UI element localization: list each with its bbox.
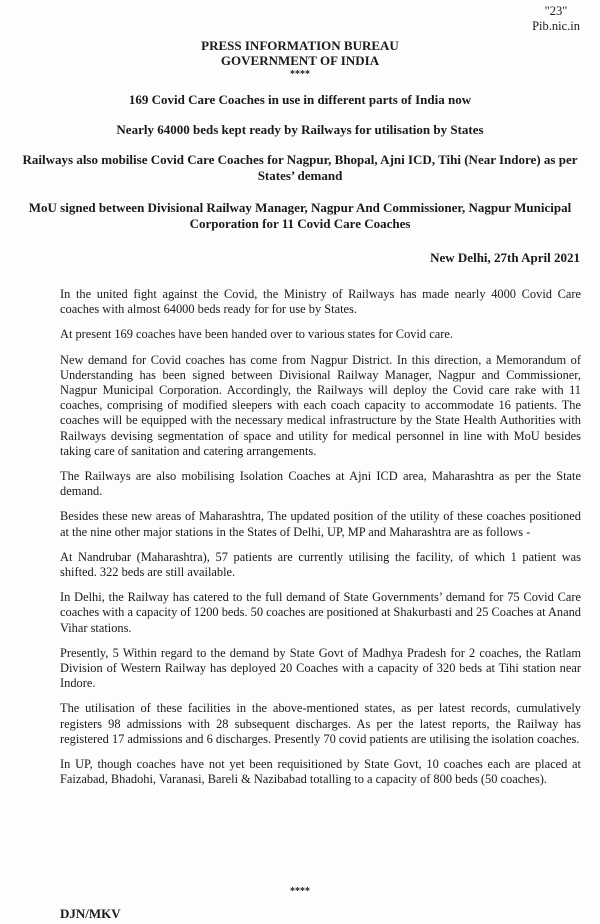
headline-1: 169 Covid Care Coaches in use in different parts of India now <box>128 92 472 107</box>
signature: DJN/MKV <box>60 906 121 921</box>
paragraph-2: At present 169 coaches have been handed over to various states for Covid care. <box>60 327 453 342</box>
paragraph-6: At Nandrubar (Maharashtra), 57 patients are currently utilising the facility, of which 1 patient was shifted. 322 beds are still available. <box>60 549 581 580</box>
footer-stars: **** <box>290 886 310 897</box>
headline-4: MoU signed between Divisional Railway Manager, Nagpur And Commissioner, Nagpur Municipal Corporation for 11 Covid Care Coaches <box>28 200 572 231</box>
paragraph-7: In Delhi, the Railway has catered to the full demand of State Governments’ demand for 75 Covid Care coaches with a capacity of 1200 beds. 50 coaches are positioned at Shakurbasti and 25 Coaches at Anand Vihar stations. <box>60 590 581 635</box>
org-government: GOVERNMENT OF INDIA <box>220 53 380 68</box>
headline-2: Nearly 64000 beds kept ready by Railways for utilisation by States <box>116 122 484 137</box>
organization-header <box>0 38 600 68</box>
article-body <box>60 287 581 797</box>
headline-3: Railways also mobilise Covid Care Coaches for Nagpur, Bhopal, Ajni ICD, Tihi (Near Indore) as per States’ demand <box>22 152 578 183</box>
paragraph-8: Presently, 5 Within regard to the demand by State Govt of Madhya Pradesh for 2 coaches, the Ratlam Division of Western Railway has deployed 20 Coaches with a capacity of 320 beds at Tihi station near Indore. <box>60 645 581 691</box>
paragraph-1: In the united fight against the Covid, the Ministry of Railways has made nearly 4000 Covid Care coaches with almost 64000 beds ready for for use by States. <box>60 287 581 317</box>
paragraph-10: In UP, though coaches have not yet been requisitioned by State Govt, 10 coaches each are placed at Faizabad, Bhadohi, Varanasi, Bareli & Nazibabad totalling to a capacity of 800 beds (50 coaches). <box>60 757 581 787</box>
paragraph-9: The utilisation of these facilities in the above-mentioned states, as per latest records, cumulatively registers 98 admissions with 28 subsequent discharges. As per the latest reports, the Railway has registered 17 admissions and 6 discharges. Presently 70 covid patients are utilising the isolation coaches. <box>60 701 581 746</box>
paragraph-5: Besides these new areas of Maharashtra, The updated position of the utility of these coaches positioned at the nine other major stations in the States of Delhi, UP, MP and Maharashtra are as follows - <box>60 509 581 539</box>
dateline: New Delhi, 27th April 2021 <box>430 250 580 265</box>
header-stars: **** <box>290 69 310 80</box>
paragraph-4: The Railways are also mobilising Isolation Coaches at Ajni ICD area, Maharashtra as per the State demand. <box>60 469 581 499</box>
page-number-block <box>532 4 580 34</box>
org-name: PRESS INFORMATION BUREAU <box>201 38 399 53</box>
paragraph-3: New demand for Covid coaches has come from Nagpur District. In this direction, a Memorandum of Understanding has been signed between Divisional Railway Manager, Nagpur and Commissioner, Nagpur Municipal Corporation. Accordingly, the Railways will deploy the Covid care rake with 11 coaches, comprising of modified sleepers with each coach capacity to accommodate 16 patients. The coaches will be equipped with the necessary medical infrastructure by the State Health Authorities with Railways devising segmentation of space and utility for medical personnel in line with MoU besides taking care of sanitation and catering arrangements. <box>60 352 581 458</box>
page-number: "23" <box>544 4 568 18</box>
site-name: Pib.nic.in <box>532 19 580 33</box>
